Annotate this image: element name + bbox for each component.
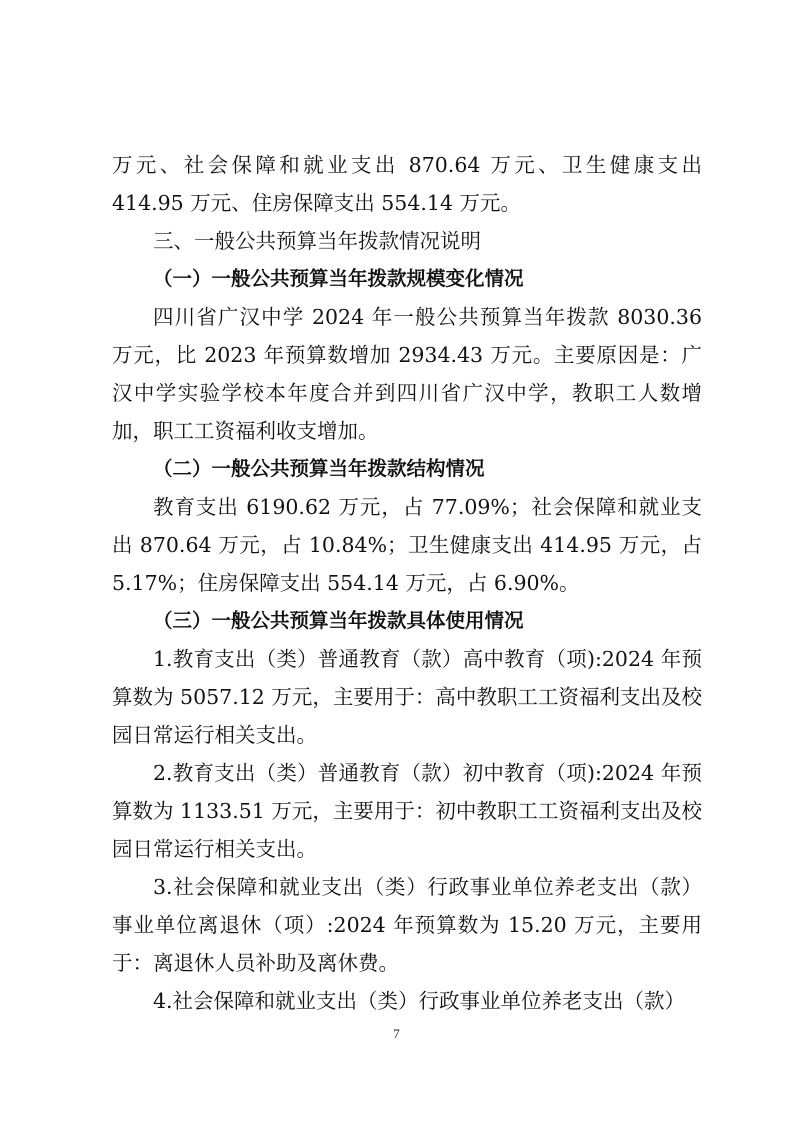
paragraph-item-2: 2.教育支出（类）普通教育（款）初中教育（项):2024 年预算数为 1133.51 万元，主要用于：初中教职工工资福利支出及校园日常运行相关支出。 — [112, 761, 702, 861]
section-title: 三、一般公共预算当年拨款情况说明 — [153, 229, 481, 253]
body-text — [112, 146, 702, 1020]
paragraph-continuation: 万元、社会保障和就业支出 870.64 万元、卫生健康支出 414.95 万元、住房保障支出 554.14 万元。 — [112, 153, 702, 215]
heading-2: （二）一般公共预算当年拨款结构情况 — [153, 457, 485, 480]
heading-3: （三）一般公共预算当年拨款具体使用情况 — [153, 609, 524, 632]
paragraph-item-4: 4.社会保障和就业支出（类）行政事业单位养老支出（款） — [153, 989, 686, 1013]
heading-1: （一）一般公共预算当年拨款规模变化情况 — [153, 267, 524, 290]
paragraph-structure: 教育支出 6190.62 万元，占 77.09%；社会保障和就业支出 870.64 万元，占 10.84%；卫生健康支出 414.95 万元，占 5.17%；住房保障支出 554.14 万元，占 6.90%。 — [112, 495, 702, 595]
paragraph-scale-change: 四川省广汉中学 2024 年一般公共预算当年拨款 8030.36 万元，比 2023 年预算数增加 2934.43 万元。主要原因是：广汉中学实验学校本年度合并到四川省广汉中学，教职工人数增加，职工工资福利收支增加。 — [112, 305, 702, 443]
paragraph-item-1: 1.教育支出（类）普通教育（款）高中教育（项):2024 年预算数为 5057.12 万元，主要用于：高中教职工工资福利支出及校园日常运行相关支出。 — [112, 647, 702, 747]
paragraph-item-3: 3.社会保障和就业支出（类）行政事业单位养老支出（款）事业单位离退休（项）:2024 年预算数为 15.20 万元，主要用于：离退休人员补助及离休费。 — [112, 875, 702, 975]
page-number: 7 — [393, 1026, 400, 1041]
